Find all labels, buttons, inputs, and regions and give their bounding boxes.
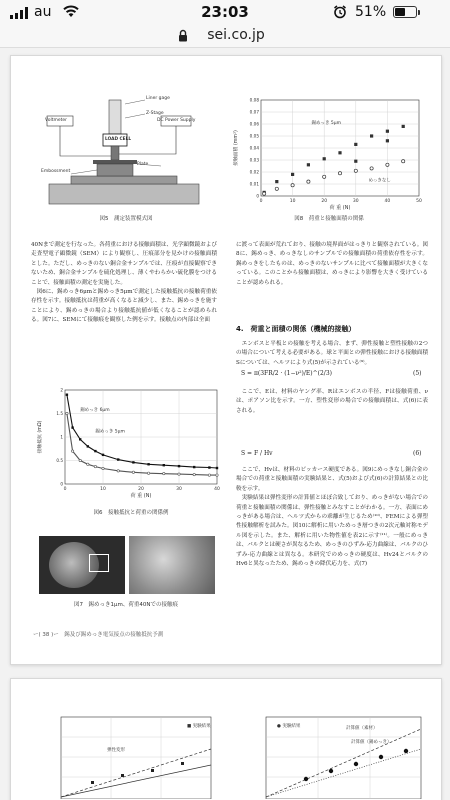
fig5-label-plate: Plate [137, 162, 149, 167]
fig9-legend: ■ 実験結果 [187, 724, 211, 729]
x-tick-label: 50 [416, 199, 422, 204]
fig5-label-voltmeter: Voltmeter [45, 118, 68, 123]
data-point-5um [216, 474, 218, 476]
x-tick-label: 0 [259, 199, 263, 204]
data-point-plated [323, 157, 326, 160]
x-tick-label: 10 [100, 487, 106, 492]
y-axis-label: 接触抵抗 (mΩ) [38, 420, 43, 454]
data-point-6um [102, 454, 104, 456]
data-point-5um [163, 472, 165, 474]
data-point-unplated [323, 175, 326, 178]
x-tick-label: 20 [138, 487, 144, 492]
page-footer: ー( 38 )ー 錫及び錫めっき電気接点の接触抵抗予測 [33, 632, 164, 638]
figure-10-chart-partial [236, 709, 431, 799]
y-tick-label: 0.08 [249, 97, 259, 103]
x-tick-label: 30 [176, 487, 182, 492]
data-point-5um [147, 472, 149, 474]
y-tick-label: 0.03 [249, 157, 259, 163]
x-tick-label: 20 [321, 199, 328, 204]
y-tick-label: 0 [60, 481, 63, 487]
data-point-6um [87, 445, 89, 447]
alarm-icon [333, 5, 347, 19]
data-point-6um [94, 450, 96, 452]
data-point-5um [87, 463, 89, 465]
data-point-5um [193, 473, 195, 475]
data-point-5um [79, 459, 81, 461]
figure-5-caption: 図5 測定装置模式図 [99, 216, 153, 222]
fig5-label-load-cell: LOAD CELL [105, 137, 132, 142]
y-tick-label: 0.05 [249, 133, 259, 139]
data-point-5um [94, 465, 96, 467]
battery-percent: 51% [355, 4, 387, 20]
data-point-5um [71, 450, 73, 452]
y-axis-label: 接触面積 (mm²) [234, 130, 239, 166]
figure-7-sem-right [129, 536, 215, 594]
equation-number-5: (5) [413, 370, 422, 377]
data-point-unplated [402, 160, 405, 163]
data-point-5um [102, 467, 104, 469]
data-point-plated [307, 163, 310, 166]
clock: 23:03 [201, 3, 249, 21]
data-point-unplated [386, 163, 389, 166]
figure-8-caption: 図8 荷重と接触面積の関係 [294, 216, 364, 222]
series-label-plated: 錫めっき 5μm [311, 121, 342, 126]
data-point-plated [291, 173, 294, 176]
figure-5-schematic [41, 96, 211, 208]
data-point-unplated [354, 169, 357, 172]
data-point-unplated [307, 180, 310, 183]
paragraph: 実験結果は弾性変形の計算値とほぼ合致しており、めっきがない場合での荷重と接触面積の関係は、弾性接触とみなすことがわかる。一方、表面にめっきがある場合は、ヘルツ式からの乖離が生じるため⁽¹⁰⁾、FEMによる弾塑性接触解析を試みた。図10に解析に用いためっき層つきの2次元軸対称モデル図を示した。また、解析に用いた物性値を表2に示す⁽¹¹⁾。一般にめっきは、バルクとは硬さが異なるため、めっきのひずみ-応力曲線は、バルクのひずみ-応力曲線とは異なる。本研究でのめっきの硬度は、Hv24とバルクのHv6と異なったため、錫めっきの降伏応力を、式(7) [236, 495, 428, 568]
fig9-label-elastic: 弾性変形 [107, 748, 125, 753]
equation-number-6: (6) [413, 450, 422, 457]
fig10-label-calc-plated: 計算値（錫めっき） [351, 740, 392, 745]
right-column-text-mid [236, 340, 428, 368]
data-point-5um [66, 412, 68, 414]
data-point-6um [193, 466, 195, 468]
y-tick-label: 0.01 [249, 181, 259, 187]
fig5-label-z-stage: Z-Stage [146, 111, 164, 116]
url-bar[interactable] [0, 26, 450, 48]
data-point-6um [132, 461, 134, 463]
y-tick-label: 1 [60, 434, 63, 440]
data-point-unplated [338, 172, 341, 175]
pdf-page-next[interactable] [10, 678, 442, 800]
paragraph: ここで、Eは、材料のヤング率、Rはエンボスの半径、Fは接触荷重、νは、ポアソン比を示す。一方、塑性変形の場合での接触面積は、式(6)に表される。 [236, 389, 428, 414]
data-point-plated [354, 160, 357, 163]
data-point-6um [216, 467, 218, 469]
right-column-text-top [236, 241, 428, 288]
carrier-label: au [34, 4, 52, 20]
x-tick-label: 0 [63, 487, 67, 492]
figure-7-sem-left [39, 536, 125, 594]
fig5-label-liner-gage: Liner gage [146, 96, 170, 101]
y-tick-label: 2 [60, 387, 63, 393]
data-point-5um [178, 473, 180, 475]
data-point-5um [117, 470, 119, 472]
right-column-text-bottom [236, 466, 428, 569]
battery-icon [393, 6, 417, 18]
figure-6-chart [35, 386, 225, 504]
pdf-page[interactable] [10, 55, 442, 665]
x-tick-label: 10 [289, 199, 296, 204]
paragraph: エンボスと平板との接触を考える場合、まず、弾性接触と塑性接触の2つの場合について考える必要がある。球と平面との弾性接触における接触面積Sについては、ヘルツにより式(5)が示されている⁽⁹⁾。 [236, 341, 428, 366]
battery-tip [418, 10, 420, 15]
url-text[interactable]: sei.co.jp [207, 27, 265, 43]
y-tick-label: 0.02 [249, 169, 259, 175]
section-heading: 4. 荷重と面積の関係（機械的接触） [236, 325, 356, 333]
data-point-6um [66, 394, 68, 396]
data-point-5um [132, 471, 134, 473]
x-axis-label: 荷 重 (N) [130, 493, 152, 499]
data-point-unplated [263, 192, 266, 195]
data-point-6um [79, 438, 81, 440]
fig5-label-dc-power: DC Power Supply [157, 118, 196, 123]
x-tick-label: 40 [384, 199, 391, 204]
status-bar [0, 0, 450, 26]
data-point-unplated [291, 184, 294, 187]
y-tick-label: 0 [256, 193, 259, 199]
formula-5: S = π(3FR/2 · (1−ν²)/E)^(2/3) [241, 370, 332, 377]
data-point-plated [275, 180, 278, 183]
y-tick-label: 0.07 [249, 109, 259, 115]
series-label-6um: 錫めっき 6μm [80, 408, 110, 414]
data-point-unplated [370, 167, 373, 170]
data-point-6um [208, 466, 210, 468]
fig10-label-calc-material: 計算値（素材） [346, 726, 378, 731]
data-point-unplated [275, 187, 278, 190]
data-point-plated [370, 134, 373, 137]
data-point-6um [117, 458, 119, 460]
data-point-5um [208, 474, 210, 476]
paragraph: に渡って表面が荒れており、接触の境界面がはっきりと観察されている。図8に、錫めっき、めっきなしのサンプルでの接触面積の荷重依存性を示す。錫めっきをしたものは、めっきのないサンプルに比べて接触面積が大きくなっている。このことから接触面積は、めっきにより影響を大きく受けていることが認められる。 [236, 242, 428, 286]
data-point-6um [178, 465, 180, 467]
data-point-6um [163, 464, 165, 466]
formula-6: S = F / Hv [241, 450, 273, 457]
series-label-unplated: めっきなし [368, 178, 391, 184]
figure-8-chart [231, 96, 427, 216]
y-tick-label: 0.5 [56, 458, 63, 463]
data-point-plated [386, 130, 389, 133]
data-point-plated [354, 143, 357, 146]
series-label-5um: 錫めっき 5μm [95, 429, 125, 435]
data-point-6um [147, 463, 149, 465]
figure-7-caption: 図7 錫めっき1μm、荷重40Nでの接触痕 [74, 602, 178, 608]
figure-6-caption: 図6 接触抵抗と荷重の関係例 [93, 510, 169, 516]
x-axis-label: 荷 重 (N) [329, 205, 351, 211]
fig5-label-embossment: Embossment [41, 169, 71, 174]
x-tick-label: 40 [214, 487, 220, 492]
paragraph: ここで、Hvは、材料のビッカース硬度である。図9にめっきなし銅合金の場合での荷重と接触面積の実験結果と、式(5)および式(6)の計算結果との比較を示す。 [236, 467, 428, 492]
paragraph: 図6に、錫めっき6μmと錫めっき5μmで測定した接触抵抗の接触荷重依存性を示す。接触抵抗は荷重が高くなると減少し、また、錫めっきを施すことにより、錫めっきの場合より接触抵抗値が低くなることが認められる。図7に、SEMにて接触痕を観察した例を示す。接触点の内部は全面 [31, 289, 217, 324]
right-column-text-mid2 [236, 388, 428, 416]
y-tick-label: 0.04 [249, 145, 259, 151]
data-point-6um [71, 426, 73, 428]
y-tick-label: 1.5 [56, 411, 63, 416]
data-point-plated [386, 139, 389, 142]
data-point-plated [402, 125, 405, 128]
data-point-plated [338, 151, 341, 154]
paragraph: 40Nまで測定を行なった。各荷重における接触面積は、光学顕微鏡および走査型電子顕微鏡（SEM）により観察し、圧痕部分を見かけの接触面積とした。ただし、めっきのない銅合金サンプルでは、圧痕が直接観察できないため、銅合金サンプルを硫化処理し、薄くやわらかい硫化膜をつけることで、接触面積の測定を実施した。 [31, 242, 217, 286]
y-tick-label: 0.06 [249, 121, 259, 127]
x-tick-label: 30 [352, 199, 359, 204]
left-column-text [31, 241, 217, 326]
fig10-legend: ● 実験結果 [277, 724, 301, 729]
